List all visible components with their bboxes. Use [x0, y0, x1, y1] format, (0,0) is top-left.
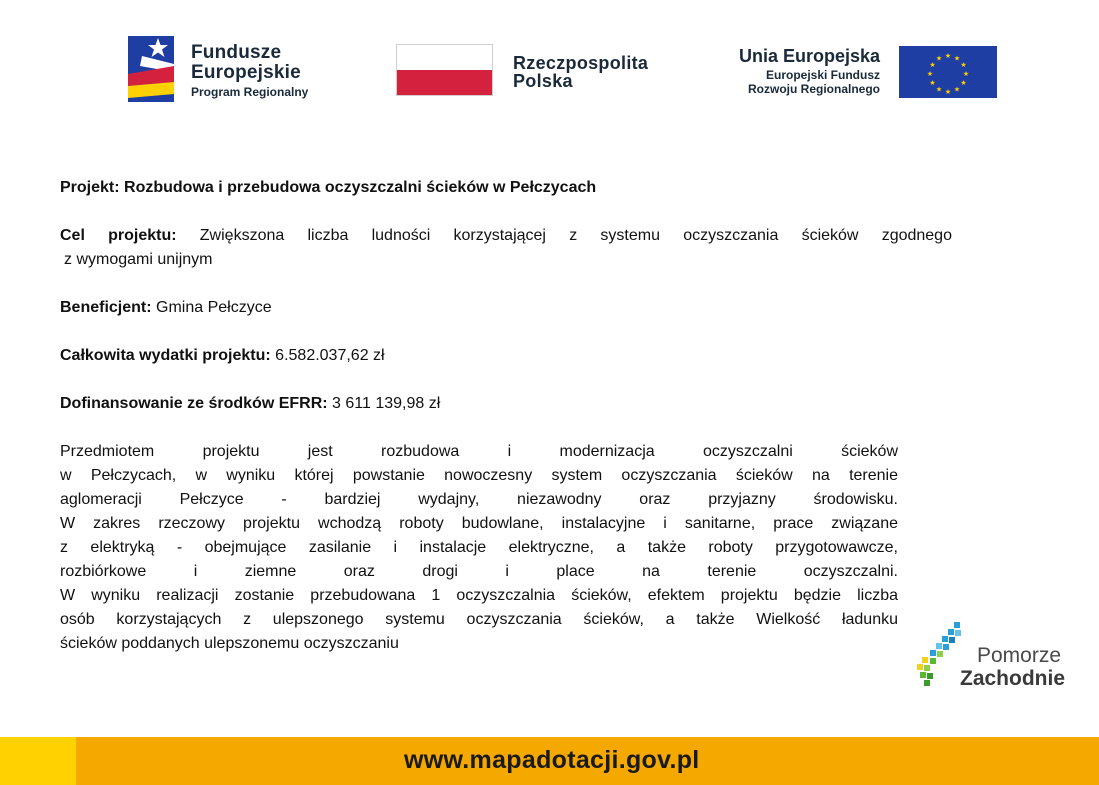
svg-text:★: ★ — [944, 52, 952, 60]
footer-url[interactable]: www.mapadotacji.gov.pl — [404, 746, 700, 774]
beneficiary-label: Beneficjent: — [60, 299, 152, 316]
svg-text:★: ★ — [960, 61, 967, 69]
description-line: W wyniku realizacji zostanie przebudowana 1 oczyszczalnia ścieków, efektem projektu będzie liczba — [60, 587, 898, 604]
pz-line2: Zachodnie — [960, 667, 1066, 690]
description-line: W zakres rzeczowy projektu wchodzą roboty budowlane, instalacyjne i sanitarne, prace związane — [60, 515, 898, 532]
project-goal-text: Zwiększona liczba ludności korzystającej z systemu oczyszczania ścieków zgodnego — [199, 227, 952, 244]
project-goal-line2: z wymogami unijnym — [64, 251, 213, 268]
eu-flag — [899, 46, 997, 98]
svg-text:★: ★ — [953, 54, 961, 63]
pomorze-zachodnie-logo — [917, 620, 1067, 692]
fe-logo-line3: Program Regionalny — [191, 85, 309, 99]
ue-line3: Rozwoju Regionalnego — [748, 82, 880, 96]
footer-accent — [0, 737, 76, 785]
beneficiary — [60, 296, 960, 320]
ue-title: Unia Europejska — [738, 46, 880, 66]
description-line: osób korzystających z ulepszonego systemu oczyszczania ścieków, a także Wielkość ładunku — [60, 611, 898, 628]
project-info — [60, 176, 960, 656]
svg-text:★: ★ — [953, 85, 961, 94]
co-financing-value: 3 611 139,98 zł — [332, 395, 441, 412]
project-description — [60, 440, 898, 656]
rp-line2: Polska — [513, 71, 573, 91]
fe-star-icon — [128, 36, 174, 102]
project-goal-label: Cel projektu: — [60, 227, 177, 244]
svg-text:★: ★ — [944, 88, 952, 96]
svg-text:★: ★ — [926, 70, 934, 78]
fundusze-europejskie-logo — [128, 36, 338, 102]
eu-stars-icon — [899, 46, 997, 98]
svg-text:★: ★ — [935, 54, 943, 63]
co-financing-label: Dofinansowanie ze środków EFRR: — [60, 395, 328, 412]
logo-bar — [0, 0, 1099, 120]
svg-text:★: ★ — [929, 61, 936, 69]
rp-line1: Rzeczpospolita — [513, 53, 649, 73]
svg-text:★: ★ — [929, 79, 936, 87]
svg-text:★: ★ — [960, 79, 967, 87]
footer-bar — [76, 737, 1099, 785]
description-line: Przedmiotem projektu jest rozbudowa i modernizacja oczyszczalni ścieków — [60, 443, 898, 460]
beneficiary-value: Gmina Pełczyce — [156, 299, 272, 316]
unia-europejska-logo-text — [739, 47, 880, 95]
project-goal-line1 — [60, 224, 952, 248]
description-line: ścieków poddanych ulepszonemu oczyszczaniu — [60, 635, 399, 652]
description-line: aglomeracji Pełczyce - bardziej wydajny, niezawodny oraz przyjazny środowisku. — [60, 491, 898, 508]
fe-logo-line1: Fundusze — [191, 42, 282, 63]
svg-text:★: ★ — [962, 70, 970, 78]
pz-line1: Pomorze — [977, 644, 1062, 667]
ue-line2: Europejski Fundusz — [765, 68, 880, 82]
total-expenses — [60, 344, 960, 368]
fe-logo-line2: Europejskie — [191, 62, 301, 83]
svg-text:★: ★ — [935, 85, 943, 94]
co-financing — [60, 392, 960, 416]
polish-flag — [396, 44, 493, 96]
description-line: z elektryką - obejmujące zasilanie i instalacje elektryczne, a także roboty przygotowawcze, — [60, 539, 898, 556]
description-line: rozbiórkowe i ziemne oraz drogi i place na terenie oczyszczalni. — [60, 563, 898, 580]
project-goal — [60, 224, 952, 272]
description-line: w Pełczycach, w wyniku której powstanie nowoczesny system oczyszczania ścieków na terenie — [60, 467, 898, 484]
total-expenses-value: 6.582.037,62 zł — [275, 347, 385, 364]
rzeczpospolita-logo-text — [513, 54, 648, 90]
total-expenses-label: Całkowita wydatki projektu: — [60, 347, 271, 364]
project-title: Projekt: Rozbudowa i przebudowa oczyszczalni ścieków w Pełczycach — [60, 179, 597, 196]
